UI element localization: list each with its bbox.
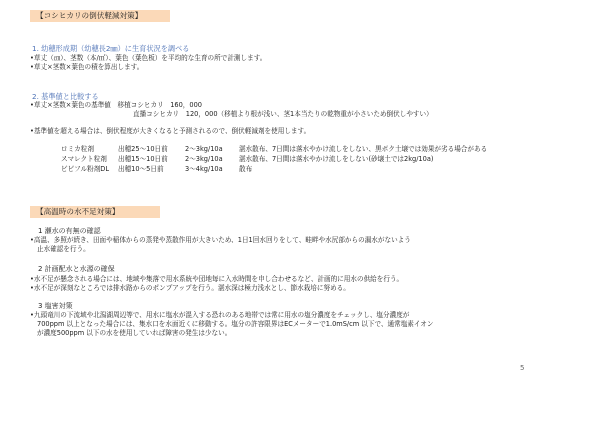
body-line: が濃度500ppm 以下の水を使用していれば障害の発生は少ない。	[37, 329, 232, 337]
body-line: 700ppm 以上となった場合には、集水口を水面近くに移動する。塩分の許容限界はECメーターで1.0mS/cm 以下で、通常塩素イオン	[37, 320, 434, 328]
body-line: 直播コシヒカリ 120，000（移植より根が浅い、茎1本当たりの乾物重が小さいため倒伏しやすい）	[133, 110, 433, 118]
body-note: •基準値を超える場合は、倒伏程度が大きくなると予測されるので、倒伏軽減剤を使用します。	[30, 127, 311, 135]
product-timing: 出穂25～10日前	[118, 145, 168, 153]
body-line: •高温、多照が続き、田面や稲体からの蒸発や蒸散作用が大きいため、1日1回水回りをして、畦畔や水尻部からの漏水がないよう	[30, 236, 411, 244]
product-rate: 2～3kg/10a	[185, 145, 223, 153]
section-header-lodging: 【コシヒカリの倒伏軽減対策】	[30, 10, 170, 22]
product-note: 湛水散布、7日間は落水やかけ流しをしない(砂壌土では2kg/10a)	[239, 155, 434, 163]
body-line: •水不足が懸念される場合には、地域や集落で用水系統や団地毎に入水時間を申し合わせるなど、計画的に用水の供給を行う。	[30, 275, 404, 283]
item-title-salt-damage: 3 塩害対策	[38, 302, 73, 310]
item-title-water-plan: 2 計画配水と水源の確保	[38, 265, 115, 273]
product-rate: 2～3kg/10a	[185, 155, 223, 163]
body-line: •草丈×茎数×葉色の基準値 移植コシヒカリ 160，000	[30, 101, 202, 109]
product-note: 湛水散布、7日間は落水やかけ流しをしない、黒ボク土壌では効果が劣る場合がある	[239, 145, 488, 153]
page-number: 5	[520, 364, 525, 372]
product-name: ロミカ粒剤	[61, 145, 94, 153]
body-line: •草丈×茎数×葉色の積を算出します。	[30, 63, 144, 71]
product-name: スマレクト粒剤	[61, 155, 107, 163]
item-title-leak-check: 1 瀬水の有無の確認	[38, 227, 101, 235]
subsection-title-compare: 2. 基準値と比較する	[32, 92, 99, 101]
subsection-title-survey: 1. 幼穂形成期（幼穂長2㎜）に生育状況を調べる	[32, 44, 190, 53]
body-line: •水不足が深刻なところでは排水路からのポンプアップを行う。湛水深は極力浅水とし、節水栽培に努める。	[30, 284, 350, 292]
product-note: 散布	[239, 165, 253, 173]
product-timing: 出穂10～5日前	[118, 165, 164, 173]
body-line: •草丈（㎝）、茎数（本/㎡）、葉色（葉色板）を平均的な生育の所で計測します。	[30, 54, 267, 62]
product-timing: 出穂15～10日前	[118, 155, 168, 163]
body-line: •九頭竜川の下流域や北潟湖周辺等で、用水に塩水が混入する恐れのある地帯では常に用水の塩分濃度をチェックし、塩分濃度が	[30, 311, 410, 319]
product-name: ビビフル粉剤DL	[61, 165, 110, 173]
section-header-water-shortage: 【高温時の水不足対策】	[30, 206, 160, 218]
body-line: 止水確認を行う。	[37, 245, 90, 253]
product-rate: 3～4kg/10a	[185, 165, 223, 173]
